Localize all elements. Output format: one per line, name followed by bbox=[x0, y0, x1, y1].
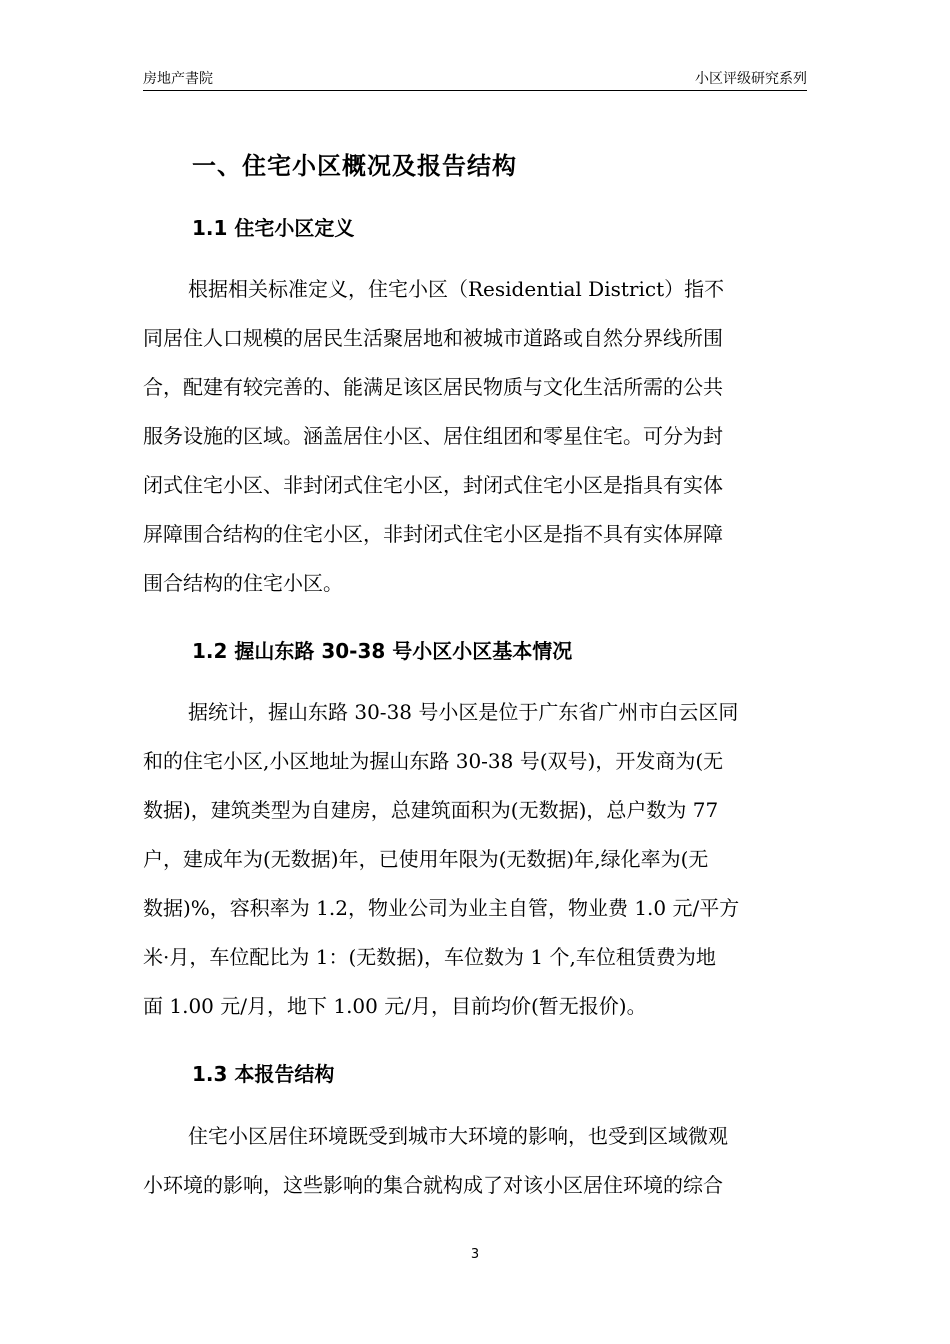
paragraph-line: 闭式住宅小区、非封闭式住宅小区，封闭式住宅小区是指具有实体 bbox=[143, 473, 723, 497]
header-publisher: 房地产書院 bbox=[143, 71, 213, 87]
page-header bbox=[143, 66, 807, 91]
section-paragraph-1-2 bbox=[143, 688, 807, 1031]
paragraph-line: 服务设施的区域。涵盖居住小区、居住组团和零星住宅。可分为封 bbox=[143, 424, 723, 448]
section-paragraph-1-3 bbox=[143, 1112, 807, 1210]
page-number: 3 bbox=[470, 1247, 480, 1262]
paragraph-line: 米·月，车位配比为 1：(无数据)，车位数为 1 个,车位租赁费为地 bbox=[143, 945, 716, 969]
chapter-title: 一、住宅小区概况及报告结构 bbox=[192, 152, 517, 180]
paragraph-line: 户，建成年为(无数据)年，已使用年限为(无数据)年,绿化率为(无 bbox=[143, 847, 709, 871]
paragraph-line: 屏障围合结构的住宅小区，非封闭式住宅小区是指不具有实体屏障 bbox=[143, 522, 723, 546]
paragraph-line: 同居住人口规模的居民生活聚居地和被城市道路或自然分界线所围 bbox=[143, 326, 723, 350]
paragraph-line: 据统计，握山东路 30-38 号小区是位于广东省广州市白云区同 bbox=[188, 700, 739, 724]
section-heading-1-3: 1.3 本报告结构 bbox=[192, 1062, 335, 1086]
section-paragraph-1-1 bbox=[143, 265, 807, 608]
paragraph-line: 数据)%，容积率为 1.2，物业公司为业主自管，物业费 1.0 元/平方 bbox=[143, 896, 740, 920]
section-heading-1-2: 1.2 握山东路 30-38 号小区小区基本情况 bbox=[192, 639, 573, 663]
paragraph-line: 合，配建有较完善的、能满足该区居民物质与文化生活所需的公共 bbox=[143, 375, 723, 399]
paragraph-line: 和的住宅小区,小区地址为握山东路 30-38 号(双号)，开发商为(无 bbox=[143, 749, 724, 773]
paragraph-line: 根据相关标准定义，住宅小区（Residential District）指不 bbox=[188, 277, 725, 301]
paragraph-line: 小环境的影响，这些影响的集合就构成了对该小区居住环境的综合 bbox=[143, 1173, 723, 1197]
paragraph-line: 面 1.00 元/月，地下 1.00 元/月，目前均价(暂无报价)。 bbox=[143, 994, 647, 1018]
paragraph-line: 住宅小区居住环境既受到城市大环境的影响，也受到区域微观 bbox=[188, 1124, 728, 1148]
paragraph-line: 数据)，建筑类型为自建房，总建筑面积为(无数据)，总户数为 77 bbox=[143, 798, 719, 822]
section-heading-1-1: 1.1 住宅小区定义 bbox=[192, 216, 355, 240]
paragraph-line: 围合结构的住宅小区。 bbox=[143, 571, 343, 595]
header-series-title: 小区评级研究系列 bbox=[695, 71, 807, 87]
